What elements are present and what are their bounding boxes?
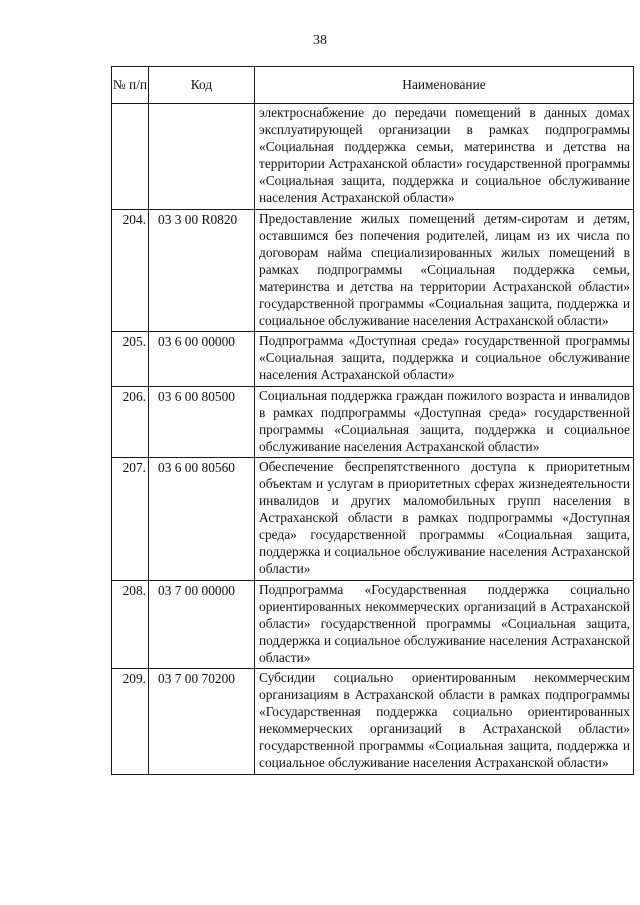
row-name: Обеспечение беспрепятственного доступа к приоритетным объектам и услугам в приоритетных сферах жизнедеятельности инвалидов и других маломобильных групп населения в Астраханской области в рамках подпрограммы «Доступная среда» государственной программы «Социальная защита, поддержка и социальное обслуживание населения Астраханской области» — [255, 457, 634, 580]
header-number: № п/п — [112, 67, 149, 104]
table-row — [112, 209, 634, 332]
row-code: 03 6 00 80560 — [149, 457, 255, 580]
budget-code-table — [111, 66, 634, 775]
row-name: Предоставление жилых помещений детям-сиротам и детям, оставшимся без попечения родителей, лицам из их числа по договорам найма специализированных жилых помещений в рамках подпрограммы «Социальная поддержка семьи, материнства и детства на территории Астраханской области» государственной программы «Социальная защита, поддержка и социальное обслуживание населения Астраханской области» — [255, 209, 634, 332]
row-name: Субсидии социально ориентированным некоммерческим организациям в Астраханской области в рамках подпрограммы «Государственная поддержка социально ориентированных некоммерческих организаций в Астраханской области» государственной программы «Социальная защита, поддержка и социальное обслуживание населения Астраханской области» — [255, 669, 634, 775]
table-row — [112, 104, 634, 210]
table-row — [112, 332, 634, 386]
row-name: Подпрограмма «Доступная среда» государственной программы «Социальная защита, поддержка и социальное обслуживание населения Астраханской области» — [255, 332, 634, 386]
row-code — [149, 104, 255, 210]
row-code: 03 7 00 70200 — [149, 669, 255, 775]
row-code: 03 3 00 R0820 — [149, 209, 255, 332]
table-row — [112, 580, 634, 668]
row-number: 207. — [112, 457, 149, 580]
header-code: Код — [149, 67, 255, 104]
page-number: 38 — [313, 33, 327, 48]
table-header-row — [112, 67, 634, 104]
row-number — [112, 104, 149, 210]
row-name: электроснабжение до передачи помещений в данных домах эксплуатирующей организации в рамках подпрограммы «Социальная поддержка семьи, материнства и детства на территории Астраханской области» государственной программы «Социальная защита, поддержка и социальное обслуживание населения Астраханской области» — [255, 104, 634, 210]
row-number: 208. — [112, 580, 149, 668]
row-number: 206. — [112, 386, 149, 457]
row-number: 205. — [112, 332, 149, 386]
row-number: 209. — [112, 669, 149, 775]
header-name: Наименование — [255, 67, 634, 104]
row-number: 204. — [112, 209, 149, 332]
row-name: Социальная поддержка граждан пожилого возраста и инвалидов в рамках подпрограммы «Доступная среда» государственной программы «Социальная защита, поддержка и социальное обслуживание населения Астраханской области» — [255, 386, 634, 457]
table-row — [112, 386, 634, 457]
row-code: 03 6 00 80500 — [149, 386, 255, 457]
table-row — [112, 457, 634, 580]
row-code: 03 6 00 00000 — [149, 332, 255, 386]
row-name: Подпрограмма «Государственная поддержка социально ориентированных некоммерческих организаций в Астраханской области» государственной программы «Социальная защита, поддержка и социальное обслуживание населения Астраханской области» — [255, 580, 634, 668]
row-code: 03 7 00 00000 — [149, 580, 255, 668]
table-row — [112, 669, 634, 775]
